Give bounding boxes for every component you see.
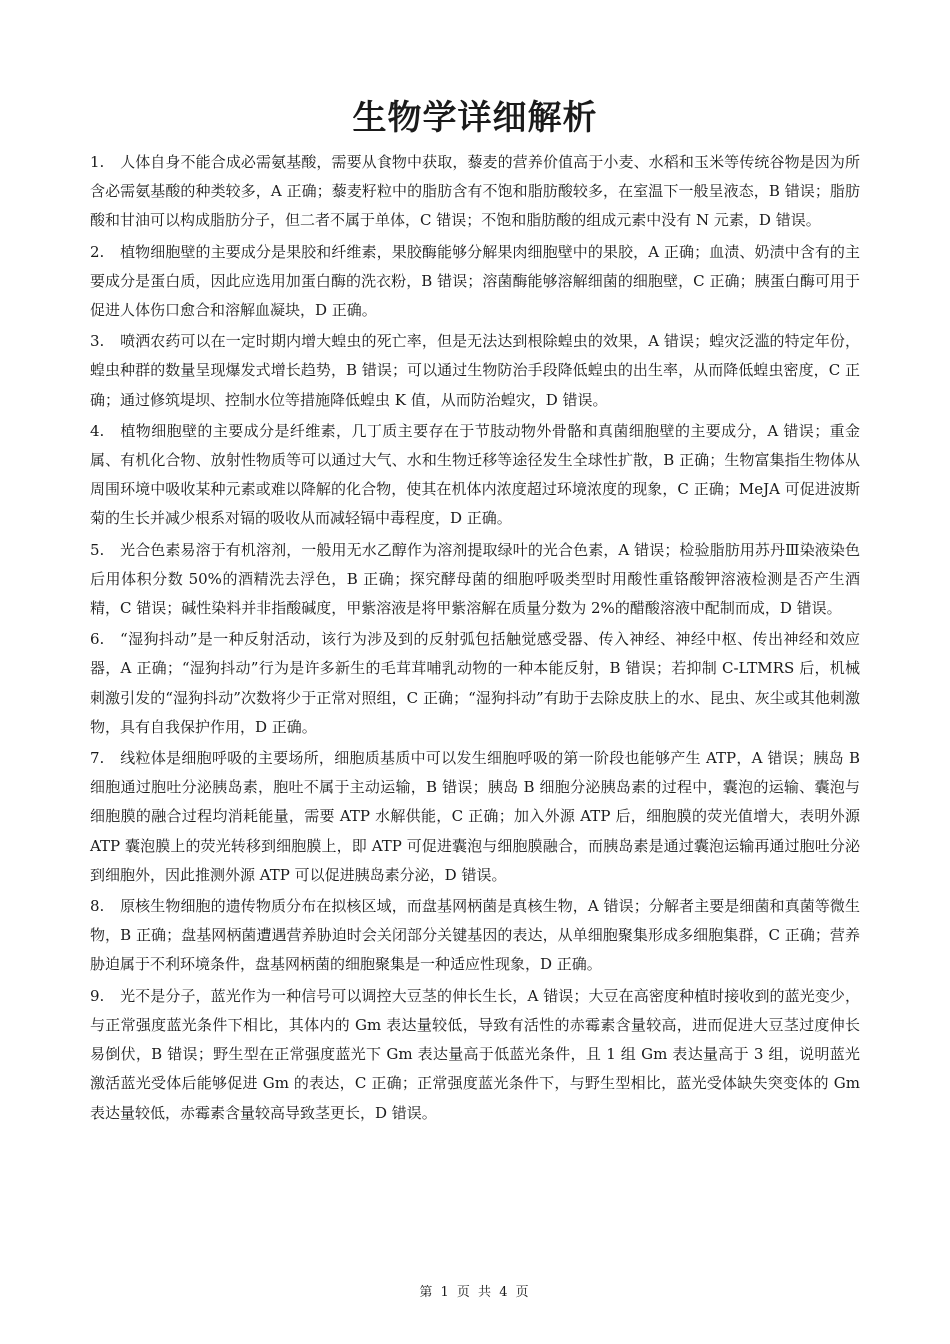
answer-item-6 (90, 625, 860, 742)
item-text: 人体自身不能合成必需氨基酸，需要从食物中获取，藜麦的营养价值高于小麦、水稻和玉米等传统谷物是因为所含必需氨基酸的种类较多，A 正确；藜麦籽粒中的脂肪含有不饱和脂肪酸较多，在室温下一般呈液态，B 错误；脂肪酸和甘油可以构成脂肪分子，但二者不属于单体，C 错误；不饱和脂肪酸的组成元素中没有 N 元素，D 错误。 (90, 153, 860, 230)
page-title: 生物学详细解析 (352, 98, 598, 138)
item-text: 植物细胞壁的主要成分是纤维素，几丁质主要存在于节肢动物外骨骼和真菌细胞壁的主要成分，A 错误；重金属、有机化合物、放射性物质等可以通过大气、水和生物迁移等途径发生全球性扩散，B 正确；生物富集指生物体从周围环境中吸收某种元素或难以降解的化合物，使其在机体内浓度超过环境浓度的现象，C 正确；MeJA 可促进波斯菊的生长并减少根系对镉的吸收从而减轻镉中毒程度，D 正确。 (90, 421, 860, 528)
item-number: 6. (90, 630, 105, 649)
answer-item-7 (90, 744, 860, 890)
item-text: 原核生物细胞的遗传物质分布在拟核区域，而盘基网柄菌是真核生物，A 错误；分解者主要是细菌和真菌等微生物，B 正确；盘基网柄菌遭遇营养胁迫时会关闭部分关键基因的表达，从单细胞聚集形成多细胞集群，C 正确；营养胁迫属于不利环境条件，盘基网柄菌的细胞聚集是一种适应性现象，D 正确。 (90, 897, 860, 974)
item-text: 光合色素易溶于有机溶剂，一般用无水乙醇作为溶剂提取绿叶的光合色素，A 错误；检验脂肪用苏丹Ⅲ染液染色后用体积分数 50%的酒精洗去浮色，B 正确；探究酵母菌的细胞呼吸类型时用酸性重铬酸钾溶液检测是否产生酒精，C 错误；碱性染料并非指酸碱度，甲紫溶液是将甲紫溶解在质量分数为 2%的醋酸溶液中配制而成，D 错误。 (90, 540, 860, 618)
item-number: 4. (90, 421, 105, 440)
answer-list (90, 148, 860, 1130)
item-number: 5. (90, 540, 105, 559)
answer-item-3 (90, 327, 860, 415)
item-number: 7. (90, 749, 105, 768)
answer-item-4 (90, 417, 860, 534)
item-number: 8. (90, 897, 105, 916)
item-number: 3. (90, 332, 105, 351)
item-number: 9. (90, 986, 105, 1005)
item-number: 1. (90, 153, 105, 171)
item-text: “湿狗抖动”是一种反射活动，该行为涉及到的反射弧包括触觉感受器、传入神经、神经中枢、传出神经和效应器，A 正确；“湿狗抖动”行为是许多新生的毛茸茸哺乳动物的一种本能反射，B 错误；若抑制 C-LTMRS 后，机械刺激引发的“湿狗抖动”次数将少于正常对照组，C 正确；“湿狗抖动”有助于去除皮肤上的水、昆虫、灰尘或其他刺激物，具有自我保护作用，D 正确。 (90, 630, 860, 736)
item-text: 植物细胞壁的主要成分是果胶和纤维素，果胶酶能够分解果肉细胞壁中的果胶，A 正确；血渍、奶渍中含有的主要成分是蛋白质，因此应选用加蛋白酶的洗衣粉，B 错误；溶菌酶能够溶解细菌的细胞壁，C 正确；胰蛋白酶可用于促进人体伤口愈合和溶解血凝块，D 正确。 (90, 242, 860, 320)
answer-item-5 (90, 536, 860, 624)
answer-item-1 (90, 148, 860, 236)
answer-item-2 (90, 238, 860, 326)
page-footer: 第 1 页 共 4 页 (419, 1285, 531, 1300)
answer-item-9 (90, 982, 860, 1128)
item-text: 光不是分子，蓝光作为一种信号可以调控大豆茎的伸长生长，A 错误；大豆在高密度种植时接收到的蓝光变少，与正常强度蓝光条件下相比，其体内的 Gm 表达量较低，导致有活性的赤霉素含量较高，进而促进大豆茎过度伸长易倒伏，B 错误；野生型在正常强度蓝光下 Gm 表达量高于低蓝光条件，且 1 组 Gm 表达量高于 3 组，说明蓝光激活蓝光受体后能够促进 Gm 的表达，C 正确；正常强度蓝光条件下，与野生型相比，蓝光受体缺失突变体的 Gm 表达量较低，赤霉素含量较高导致茎更长，D 错误。 (90, 986, 860, 1122)
item-text: 线粒体是细胞呼吸的主要场所，细胞质基质中可以发生细胞呼吸的第一阶段也能够产生 ATP，A 错误；胰岛 B 细胞通过胞吐分泌胰岛素，胞吐不属于主动运输，B 错误；胰岛 B 细胞分泌胰岛素的过程中，囊泡的运输、囊泡与细胞膜的融合过程均消耗能量，需要 ATP 水解供能，C 正确；加入外源 ATP 后，细胞膜的荧光值增大，表明外源 ATP 囊泡膜上的荧光转移到细胞膜上，即 ATP 可促进囊泡与细胞膜融合，而胰岛素是通过囊泡运输再通过胞吐分泌到细胞外，因此推测外源 ATP 可以促进胰岛素分泌，D 错误。 (90, 749, 860, 884)
answer-item-8 (90, 892, 860, 980)
item-number: 2. (90, 242, 105, 261)
item-text: 喷洒农药可以在一定时期内增大蝗虫的死亡率，但是无法达到根除蝗虫的效果，A 错误；蝗灾泛滥的特定年份，蝗虫种群的数量呈现爆发式增长趋势，B 错误；可以通过生物防治手段降低蝗虫的出生率，从而降低蝗虫密度，C 正确；通过修筑堤坝、控制水位等措施降低蝗虫 K 值，从而防治蝗灾，D 错误。 (90, 332, 860, 409)
